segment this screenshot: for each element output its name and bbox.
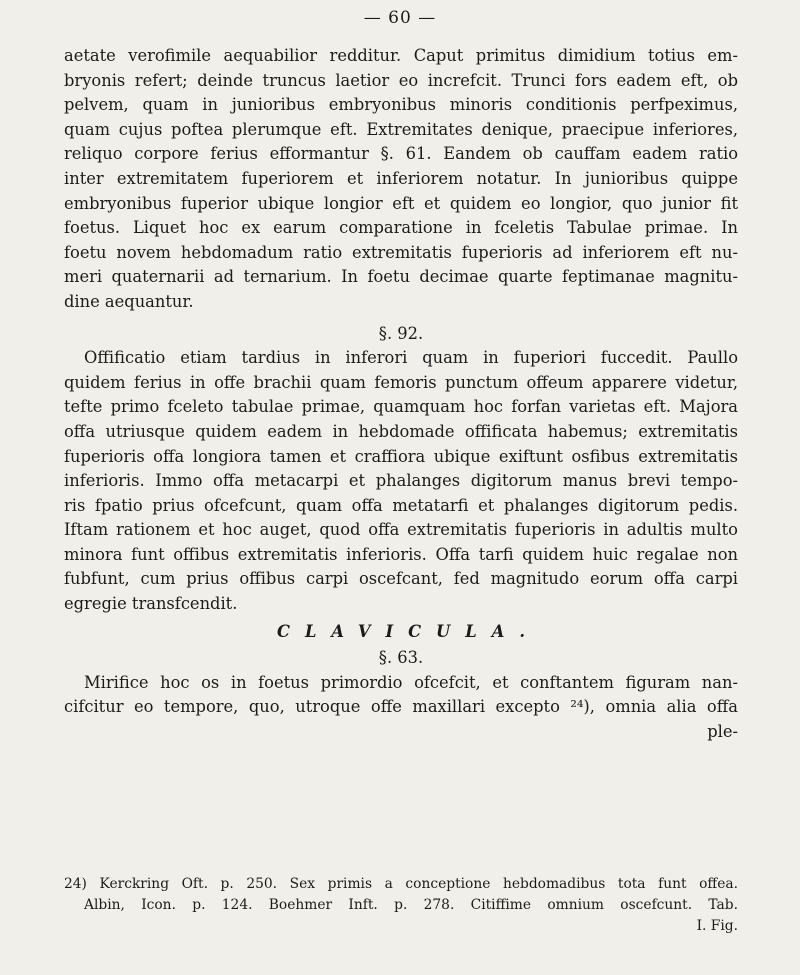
text-line: fuperioris offa longiora tamen et craffiora ubique exiftunt osfibus extremitatis xyxy=(64,446,738,466)
paragraph-2 xyxy=(64,346,738,617)
footnote xyxy=(64,874,738,937)
text-line: tefte primo fceleto tabulae primae, quamquam hoc forfan varietas eft. Majora xyxy=(64,397,738,417)
text-line: foetu novem hebdomadum ratio extremitatis fuperioris ad inferiorem eft nu- xyxy=(64,242,738,262)
text-line: aetate verofimile aequabilior redditur. Caput primitus dimidium totius em- xyxy=(64,46,738,65)
text-line: inter extremitatem fuperiorem et inferiorem notatur. In junioribus quippe xyxy=(64,168,738,188)
text-line: offa utriusque quidem eadem in hebdomade offificata habemus; extremitatis xyxy=(64,421,738,441)
text-line: minora funt offibus extremitatis inferioris. Offa tarfi quidem huic regalae non xyxy=(64,544,738,564)
text-line: quidem ferius in offe brachii quam femoris punctum offeum apparere videtur, xyxy=(64,372,738,392)
footnote-line: Albin, Icon. p. 124. Boehmer Inft. p. 278. Citiffime omnium oscefcunt. Tab. xyxy=(84,897,738,913)
text-line: embryonibus fuperior ubique longior eft et quidem eo longior, quo junior fit xyxy=(64,193,738,213)
text-line: pelvem, quam in junioribus embryonibus minoris conditionis perfpeximus, xyxy=(64,95,738,115)
text-line: Offificatio etiam tardius in inferori quam in fuperiori fuccedit. Paullo xyxy=(84,348,738,368)
page-number: — 60 — xyxy=(363,8,437,28)
footnote-line: I. Fig. xyxy=(696,918,738,934)
text-line: meri quaternarii ad ternarium. In foetu decimae quarte feptimanae magnitu- xyxy=(64,267,738,287)
catchword: ple- xyxy=(707,722,738,742)
text-line: foetus. Liquet hoc ex earum comparatione in fceletis Tabulae primae. In xyxy=(64,218,738,238)
paragraph-3 xyxy=(64,671,738,720)
section-heading: CLAVICULA. xyxy=(276,621,540,641)
text-line: Mirifice hoc os in foetus primordio ofcefcit, et conftantem figuram nan- xyxy=(84,672,738,692)
section-number-63: §. 63. xyxy=(378,648,424,668)
text-line: dine aequantur. xyxy=(64,291,194,311)
text-line: egregie transfcendit. xyxy=(64,594,238,614)
text-line: fubfunt, cum prius offibus carpi oscefcant, fed magnitudo eorum offa carpi xyxy=(64,569,738,589)
text-line: Iftam rationem et hoc auget, quod offa extremitatis fuperioris in adultis multo xyxy=(64,520,738,540)
text-line: cifcitur eo tempore, quo, utroque offe maxillari excepto ²⁴), omnia alia offa xyxy=(64,697,738,717)
section-number-92: §. 92. xyxy=(378,323,424,343)
footnote-line: 24) Kerckring Oft. p. 250. Sex primis a conceptione hebdomadibus tota funt offea. xyxy=(64,876,738,892)
text-line: ris fpatio prius ofcefcunt, quam offa metatarfi et phalanges digitorum pedis. xyxy=(64,495,738,515)
text-line: bryonis refert; deinde truncus laetior eo increfcit. Trunci fors eadem eft, ob xyxy=(64,70,738,90)
text-line: quam cujus poftea plerumque eft. Extremitates denique, praecipue inferiores, xyxy=(64,119,738,139)
text-line: reliquo corpore ferius efformantur §. 61. Eandem ob cauffam eadem ratio xyxy=(64,144,738,164)
body-text xyxy=(64,44,738,745)
paragraph-1 xyxy=(64,44,738,315)
text-line: inferioris. Immo offa metacarpi et phalanges digitorum manus brevi tempo- xyxy=(64,471,738,491)
